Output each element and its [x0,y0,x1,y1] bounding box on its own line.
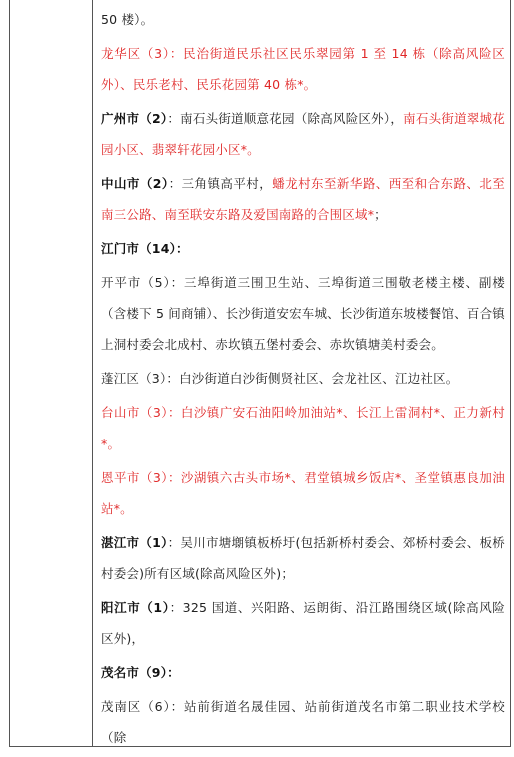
text-span: 开平市（5）：三埠街道三围卫生站、三埠街道三围敬老楼主楼、副楼（含楼下 5 间商铺）、长沙街道安宏车城、长沙街道东坡楼餐馆、百合镇上洞村委会北成村、赤坎镇五堡村委会、赤坎镇塘美村委会。 [101,275,505,352]
paragraph-yangjiang [101,592,505,654]
paragraph-maoming [101,657,505,688]
text-span: ：三角镇高平村， [168,176,273,191]
red-text-span: 南石头街道翠城花园小区、翡翠轩花园小区*。 [101,111,505,157]
paragraph-pengjiang [101,363,505,394]
paragraph-maonan [101,691,505,753]
paragraph-continuation [101,4,505,35]
paragraph-jiangmen [101,233,505,264]
city-heading: 阳江市（1） [101,600,170,615]
text-span: 台山市（3）：白沙镇广安石油阳岭加油站*、长江上雷洞村*、正力新村*。 [101,405,505,451]
paragraph-zhongshan [101,168,505,230]
city-heading: 湛江市（1） [101,535,168,550]
table-column-divider [92,0,93,747]
text-span: ； [374,207,387,222]
text-span: ：南石头街道顺意花园（除高风险区外）， [167,111,404,126]
text-span: 50 楼）。 [101,12,154,27]
paragraph-taishan [101,397,505,459]
text-span: 蓬江区（3）：白沙街道白沙街侧贤社区、会龙社区、江边社区。 [101,371,459,386]
city-heading: 茂名市（9）： [101,665,180,680]
city-heading: 广州市（2） [101,111,168,126]
city-heading: 江门市（14）： [101,241,189,256]
paragraph-longhua [101,38,505,100]
text-span: 恩平市（3）：沙湖镇六古头市场*、君堂镇城乡饭店*、圣堂镇惠良加油站*。 [101,470,505,516]
text-span: 龙华区（3）：民治街道民乐社区民乐翠园第 1 至 14 栋（除高风险区外）、民乐老村、民乐花园第 40 栋*。 [101,46,505,92]
table-cell-content [101,0,505,756]
text-span: 茂南区（6）：站前街道名晟佳园、站前街道茂名市第二职业技术学校（除 [101,699,505,745]
paragraph-zhanjiang [101,527,505,589]
paragraph-kaiping [101,267,505,360]
paragraph-guangzhou [101,103,505,165]
red-text-span: 蟠龙村东至新华路、西至和合东路、北至南三公路、南至联安东路及爱国南路的合围区域* [101,176,505,222]
city-heading: 中山市（2） [101,176,169,191]
text-span: ：325 国道、兴阳路、运朗街、沿江路围绕区域(除高风险区外)， [101,600,505,646]
text-span: ：吴川市塘㙟镇板桥圩(包括新桥村委会、郊桥村委会、板桥村委会)所有区域(除高风险区外)； [101,535,506,581]
paragraph-enping [101,462,505,524]
